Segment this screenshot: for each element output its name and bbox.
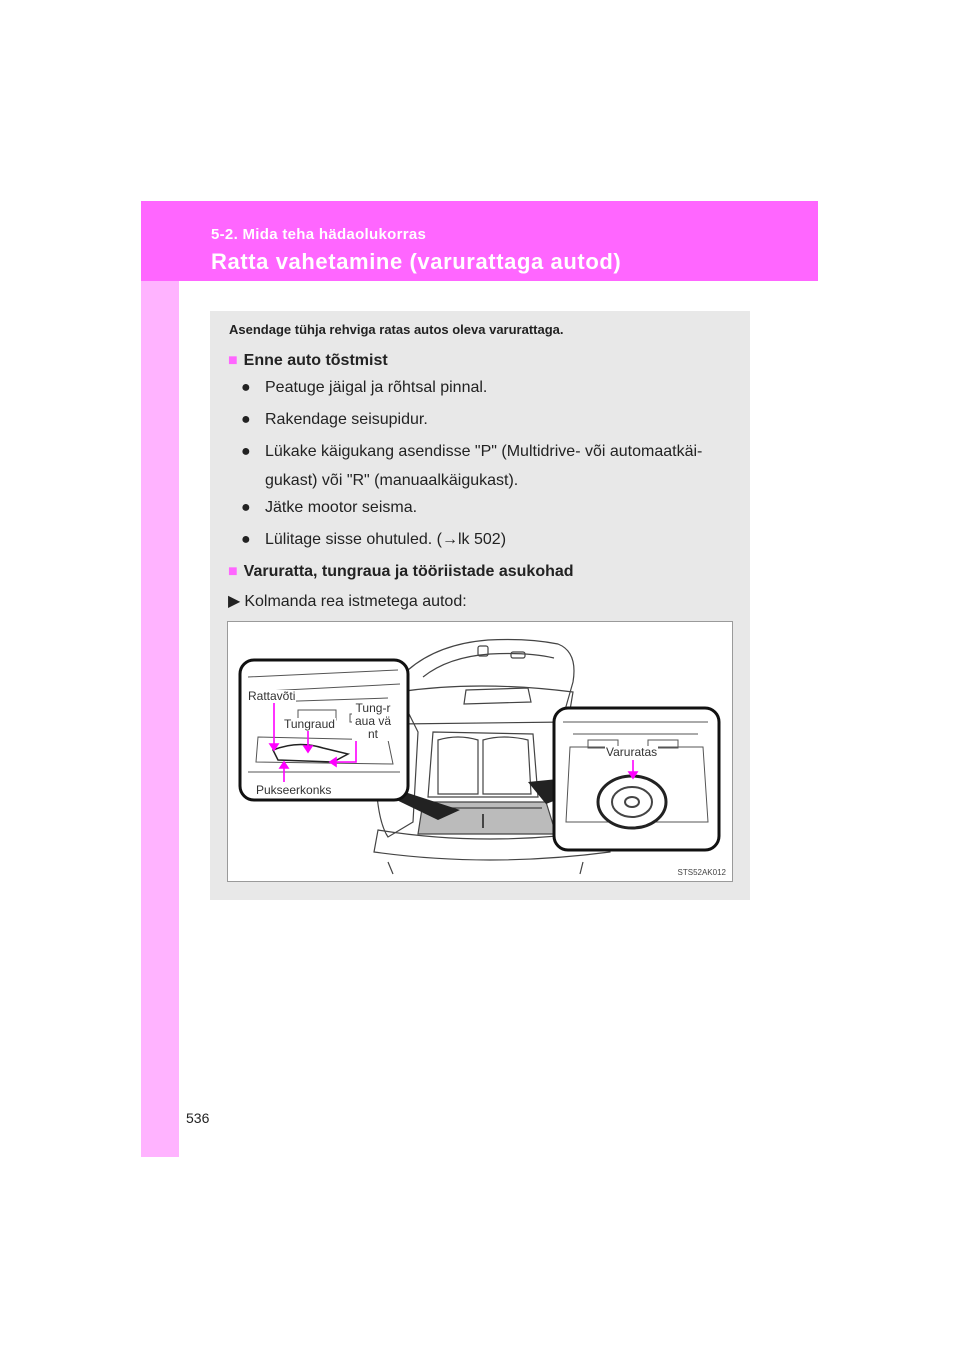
bullet-text: Rakendage seisupidur. [265, 411, 428, 428]
label-jack: Tungraud [284, 717, 335, 731]
page-title: Ratta vahetamine (varurattaga autod) [211, 249, 622, 274]
bullet-dot-icon: ● [241, 443, 251, 460]
bullet-item [241, 493, 736, 522]
bullet-dot-icon: ● [241, 499, 251, 516]
bullet-dot-icon: ● [241, 411, 251, 428]
label-tow-hook: Pukseerkonks [256, 783, 332, 797]
bullet-dot-icon: ● [241, 379, 251, 396]
label-wheel-wrench: Rattavõti [248, 689, 296, 703]
bullet-text: Peatuge jäigal ja rõhtsal pinnal. [265, 379, 488, 396]
variant-label [228, 591, 467, 611]
intro-text: Asendage tühja rehviga ratas autos oleva varurattaga. [229, 322, 564, 337]
right-triangle-icon: ▶ [228, 593, 241, 610]
bullet-item [241, 405, 736, 434]
subhead-label: Varuratta, tungraua ja tööriistade asukohad [243, 563, 574, 580]
subhead-label: Enne auto tõstmist [243, 352, 388, 369]
bullet-text: Lülitage sisse ohutuled. (→lk 502) [265, 531, 507, 548]
page-number: 536 [186, 1110, 210, 1126]
side-strip [141, 201, 179, 1157]
square-bullet-icon: ■ [228, 563, 238, 580]
label-spare-tire: Varuratas [606, 745, 658, 759]
figure-code: STS52AK012 [677, 868, 726, 877]
section-label: 5-2. Mida teha hädaolukorras [211, 226, 427, 243]
square-bullet-icon: ■ [228, 352, 238, 369]
bullet-item [241, 437, 736, 495]
bullet-dot-icon: ● [241, 531, 251, 548]
subhead-locations [228, 563, 574, 581]
content-box [210, 311, 750, 900]
trunk-illustration [227, 621, 733, 882]
bullet-item [241, 373, 736, 402]
variant-text: Kolmanda rea istmetega autod: [244, 593, 467, 610]
bullet-text: Jätke mootor seisma. [265, 499, 418, 516]
bullet-item [241, 525, 736, 554]
bullet-text: Lükake käigukang asendisse "P" (Multidrive- või automaatkäi-gukast) või "R" (manuaalkäigukast). [265, 443, 703, 489]
label-jack-handle: Tung-raua vänt [352, 702, 394, 741]
subhead-before-lifting [228, 352, 388, 370]
